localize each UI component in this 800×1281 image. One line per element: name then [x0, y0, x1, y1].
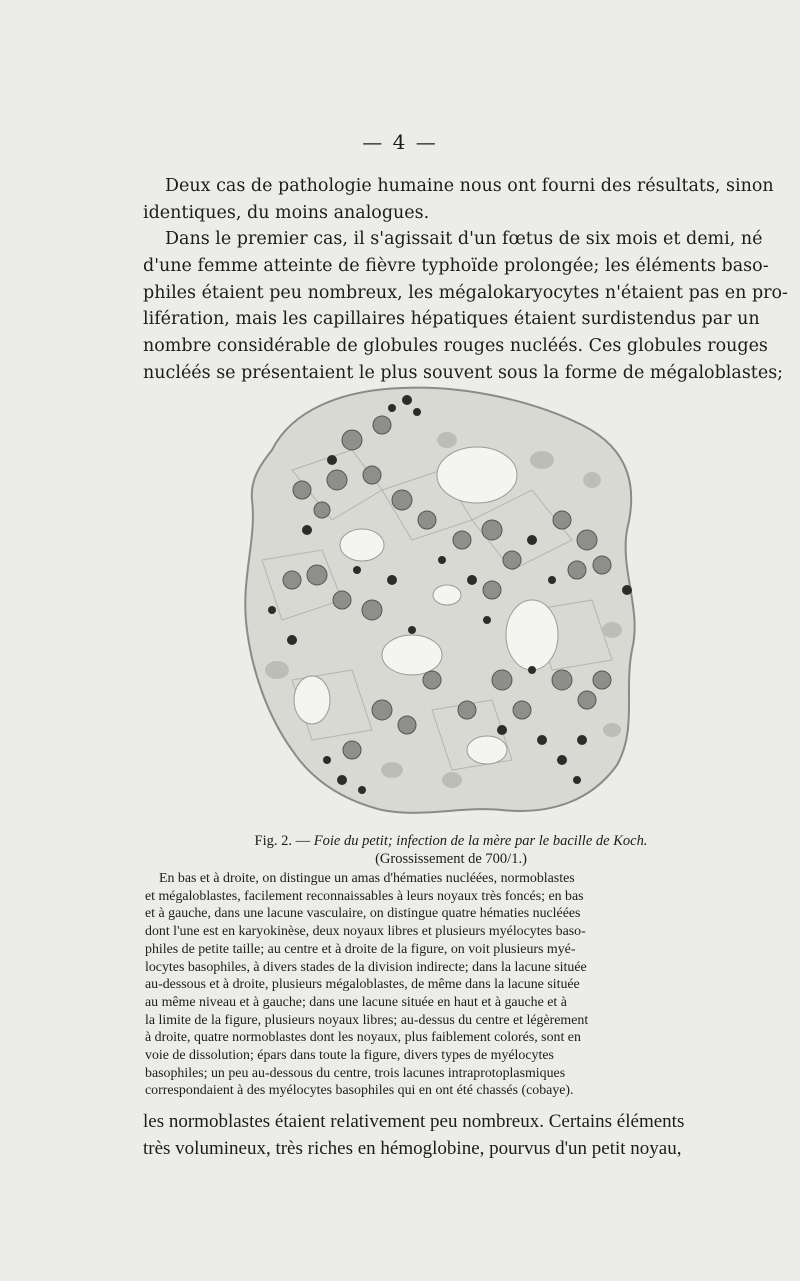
legend-line: basophiles; un peu au-dessous du centre, trois lacunes intraprotoplasmiques	[145, 1065, 566, 1081]
legend-line: au même niveau et à gauche; dans une lacune située en haut et à gauche et à	[145, 994, 567, 1010]
legend-line: philes de petite taille; au centre et à droite de la figure, on voit plusieurs myé-	[145, 941, 576, 957]
legend-line: locytes basophiles, à divers stades de la division indirecte; dans la lacune située	[145, 959, 587, 975]
legend-line: dont l'une est en karyokinèse, deux noyaux libres et plusieurs myélocytes baso-	[145, 924, 586, 940]
text-line: Deux cas de pathologie humaine nous ont fourni des résultats, sinon	[165, 176, 774, 196]
legend-line: En bas et à droite, on distingue un amas d'hématies nucléées, normoblastes	[159, 871, 575, 886]
figure-title: Foie du petit; infection de la mère par le bacille de Koch.	[313, 833, 648, 849]
text-line: lifération, mais les capillaires hépatiques étaient surdistendus par un	[143, 309, 760, 330]
figure-label: Fig. 2. —	[254, 833, 311, 849]
paragraph-first-case	[143, 226, 788, 387]
legend-line: voie de dissolution; épars dans toute la figure, divers types de myélocytes	[145, 1048, 554, 1064]
figure-caption	[145, 832, 757, 868]
figure-legend	[145, 870, 757, 1100]
paragraph-continuation	[143, 1108, 755, 1162]
text-line: les normoblastes étaient relativement peu nombreux. Certains éléments	[143, 1111, 685, 1132]
page-number: — 4 —	[362, 130, 438, 154]
text-line: d'une femme atteinte de fièvre typhoïde prolongée; les éléments baso-	[143, 255, 769, 276]
text-line: philes étaient peu nombreux, les mégalokaryocytes n'étaient pas en pro-	[143, 282, 788, 303]
text-line: nombre considérable de globules rouges nucléés. Ces globules rouges	[143, 336, 768, 357]
legend-line: correspondaient à des myélocytes basophiles qui en ont été chassés (cobaye).	[145, 1083, 574, 1099]
text-line: très volumineux, très riches en hémoglobine, pourvus d'un petit noyau,	[143, 1138, 682, 1159]
legend-line: à droite, quatre normoblastes dont les noyaux, plus faiblement colorés, sont en	[145, 1030, 581, 1046]
legend-line: et mégaloblastes, facilement reconnaissables à leurs noyaux très foncés; en bas	[145, 888, 584, 904]
figure-magnification: (Grossissement de 700/1.)	[375, 851, 527, 867]
legend-line: et à gauche, dans une lacune vasculaire, on distingue quatre hématies nucléées	[145, 906, 581, 922]
histology-figure	[232, 380, 652, 820]
text-line: nucléés se présentaient le plus souvent sous la forme de mégaloblastes;	[143, 362, 784, 383]
text-line: identiques, du moins analogues.	[143, 202, 430, 223]
legend-line: au-dessous et à droite, plusieurs mégaloblastes, de même dans la lacune située	[145, 977, 580, 993]
legend-line: la limite de la figure, plusieurs noyaux libres; au-dessus du centre et légèrement	[145, 1012, 589, 1028]
paragraph-intro	[143, 173, 774, 227]
text-line: Dans le premier cas, il s'agissait d'un fœtus de six mois et demi, né	[165, 229, 763, 249]
